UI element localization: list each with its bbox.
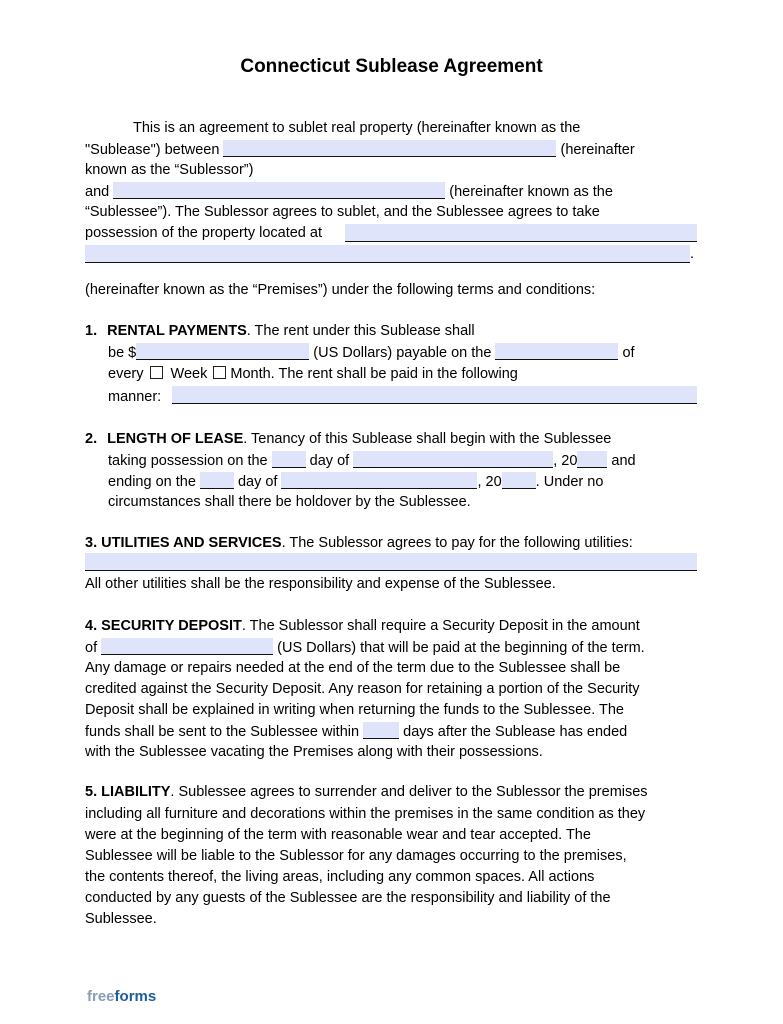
week-checkbox[interactable] <box>150 366 163 379</box>
section-text: be $ <box>108 345 137 361</box>
section-4-heading-line <box>85 617 640 635</box>
section-3-heading-line <box>85 534 633 552</box>
section-1-heading-line <box>85 322 475 340</box>
start-day-field[interactable] <box>272 451 306 468</box>
intro-line-6: possession of the property located at <box>85 225 322 241</box>
section-4-line-5: Deposit shall be explained in writing when returning the funds to the Sublessee. The <box>85 702 624 718</box>
section-5-line-3: were at the beginning of the term with reasonable wear and tear accepted. The <box>85 827 591 843</box>
section-3-line-3: All other utilities shall be the responsibility and expense of the Sublessee. <box>85 576 556 592</box>
document-title: Connecticut Sublease Agreement <box>240 56 543 77</box>
section-4-line-7: with the Sublessee vacating the Premises along with their possessions. <box>85 744 543 760</box>
section-text: of <box>85 640 98 656</box>
section-1-line-4: manner: <box>108 389 162 405</box>
section-text: . The Sublessor shall require a Security Deposit in the amount <box>241 618 640 634</box>
intro-text: (hereinafter <box>560 142 635 158</box>
section-2-line-3 <box>108 472 603 491</box>
month-checkbox[interactable] <box>213 366 226 379</box>
utilities-field[interactable] <box>85 553 697 571</box>
section-4-line-2 <box>85 638 645 657</box>
section-text: (US Dollars) that will be paid at the beginning of the term. <box>277 640 645 656</box>
section-2-heading-line <box>85 430 611 448</box>
section-1-line-3 <box>108 365 518 383</box>
intro-text: (hereinafter known as the <box>449 184 613 200</box>
section-text: (US Dollars) payable on the <box>313 345 492 361</box>
section-2-line-2 <box>108 451 636 470</box>
section-text: . The Sublessor agrees to pay for the following utilities: <box>281 535 633 551</box>
end-year-field[interactable] <box>502 472 536 489</box>
section-heading: 3. UTILITIES AND SERVICES <box>85 535 282 551</box>
section-5-line-2: including all furniture and decorations within the premises in the same condition as they <box>85 806 646 822</box>
intro-line-3: known as the “Sublessor”) <box>85 162 254 178</box>
section-text: . The rent under this Sublease shall <box>246 323 475 339</box>
section-text: every <box>108 366 144 382</box>
sublessee-name-field[interactable] <box>113 182 445 199</box>
section-text: . Under no <box>535 474 604 490</box>
section-text: , 20 <box>553 453 578 469</box>
property-address-field-1[interactable] <box>345 224 697 242</box>
section-number: 2. <box>85 431 98 447</box>
section-text: and <box>611 453 636 469</box>
section-text: . Tenancy of this Sublease shall begin with the Sublessee <box>243 431 612 447</box>
intro-line-1: This is an agreement to sublet real property (hereinafter known as the <box>133 120 581 136</box>
section-text: Month. The rent shall be paid in the following <box>230 366 518 382</box>
end-month-field[interactable] <box>281 472 477 489</box>
section-heading: 4. SECURITY DEPOSIT <box>85 618 242 634</box>
section-text: ending on the <box>108 474 196 490</box>
intro-line-5: “Sublessee”). The Sublessor agrees to sublet, and the Sublessee agrees to take <box>85 204 600 220</box>
intro-line-4 <box>85 182 613 201</box>
section-5-line-7: Sublessee. <box>85 911 157 927</box>
section-text: day of <box>309 453 350 469</box>
section-1-line-2 <box>108 343 635 362</box>
return-days-field[interactable] <box>363 722 399 739</box>
section-text: of <box>622 345 635 361</box>
section-5-line-5: the contents thereof, the living areas, including any common spaces. All actions <box>85 869 595 885</box>
property-address-field-2[interactable] <box>85 245 690 263</box>
section-heading: RENTAL PAYMENTS <box>107 323 247 339</box>
section-text: taking possession on the <box>108 453 268 469</box>
section-4-line-4: credited against the Security Deposit. Any reason for retaining a portion of the Security <box>85 681 640 697</box>
end-day-field[interactable] <box>200 472 234 489</box>
section-5-line-4: Sublessee will be liable to the Sublessor for any damages occurring to the premises, <box>85 848 627 864</box>
section-4-line-6 <box>85 722 627 741</box>
section-text: . Sublessee agrees to surrender and deliver to the Sublessor the premises <box>170 784 648 800</box>
intro-text: "Sublease") between <box>85 142 220 158</box>
rent-due-day-field[interactable] <box>495 343 618 360</box>
section-text: day of <box>237 474 278 490</box>
intro-period: . <box>690 246 695 262</box>
deposit-amount-field[interactable] <box>101 638 273 655</box>
intro-text: and <box>85 184 110 200</box>
start-year-field[interactable] <box>577 451 607 468</box>
payment-manner-field[interactable] <box>172 386 697 404</box>
start-month-field[interactable] <box>353 451 553 468</box>
section-heading: 5. LIABILITY <box>85 784 171 800</box>
sublessor-name-field[interactable] <box>223 140 556 157</box>
logo-part: forms <box>114 988 157 1005</box>
section-text: , 20 <box>477 474 502 490</box>
section-text: days after the Sublease has ended <box>403 724 628 740</box>
section-2-line-4: circumstances shall there be holdover by the Sublessee. <box>108 494 471 510</box>
section-number: 1. <box>85 323 98 339</box>
section-5-heading-line <box>85 783 648 801</box>
section-5-line-6: conducted by any guests of the Sublessee are the responsibility and liability of the <box>85 890 611 906</box>
intro-line-8: (hereinafter known as the “Premises”) under the following terms and conditions: <box>85 282 596 298</box>
week-label: Week <box>170 366 208 382</box>
section-4-line-3: Any damage or repairs needed at the end of the term due to the Sublessee shall be <box>85 660 621 676</box>
section-heading: LENGTH OF LEASE <box>107 431 244 447</box>
logo-part: free <box>87 988 115 1005</box>
section-text: funds shall be sent to the Sublessee within <box>85 724 360 740</box>
freeforms-logo <box>87 988 156 1005</box>
rent-amount-field[interactable] <box>136 343 309 360</box>
intro-line-2 <box>85 140 635 159</box>
